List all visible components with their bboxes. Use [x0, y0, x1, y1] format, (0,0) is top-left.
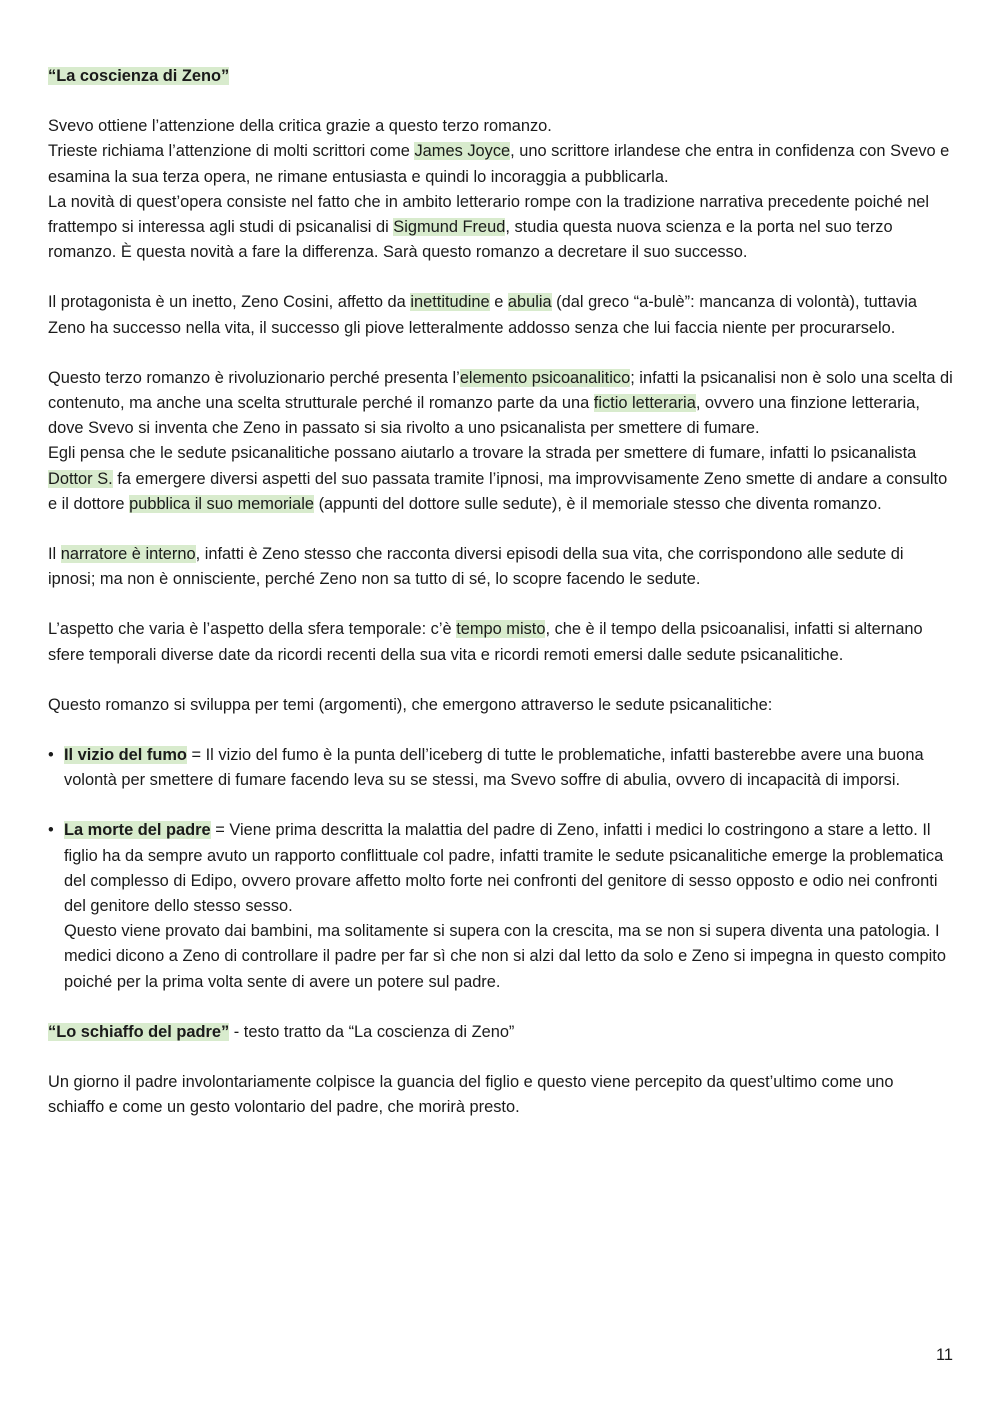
highlight-dottor-s: Dottor S.	[48, 469, 113, 488]
document-page	[48, 64, 953, 1121]
highlight-tempo-misto: tempo misto	[456, 620, 546, 639]
paragraph-rivoluzionario: Questo terzo romanzo è rivoluzionario perché presenta l’elemento psicoanalitico; infatti la psicanalisi non è solo una scelta di contenuto, ma anche una scelta strutturale perché il romanzo parte da una fictio letteraria, ovvero una finzione letteraria, dove Svevo si inventa che Zeno in passato si sia rivolto a uno psicanalista per smettere di fumare. Egli pensa che le sedute psicanalitiche possano aiutarlo a trovare la strada per smettere di fumare, infatti lo psicanalista Dottor S. fa emergere diversi aspetti del suo passata tramite l’ipnosi, ma improvvisamente Zeno smette di andare a consulto e il dottore pubblica il suo memoriale (appunti del dottore sulle sedute), è il memoriale stesso che diventa romanzo.	[48, 368, 953, 513]
bullet-morte-del-padre: • La morte del padre = Viene prima descritta la malattia del padre di Zeno, infatti i medici lo costringono a stare a letto. Il figlio ha da sempre avuto un rapporto conflittuale col padre, infatti tramite le sedute psicanalitiche emerge la problematica del complesso di Edipo, ovvero provare affetto molto forte nei confronti del genitore di sesso opposto e odio nei confronti del genitore dello stesso sesso. Questo viene provato dai bambini, ma solitamente si supera con la crescita, ma se non si supera diventa una patologia. I medici dicono a Zeno di controllare il padre per far sì che non si alzi dal letto da solo e Zeno si impegna in questo compito poiché per la prima volta sente di avere un potere sul padre.	[48, 818, 953, 994]
title-highlight: “La coscienza di Zeno”	[48, 67, 230, 85]
subheading-schiaffo: “Lo schiaffo del padre” - testo tratto da “La coscienza di Zeno”	[48, 1022, 515, 1041]
highlight-morte-del-padre: La morte del padre	[64, 821, 211, 840]
paragraph-tempo: L’aspetto che varia è l’aspetto della sfera temporale: c’è tempo misto, che è il tempo della psicoanalisi, infatti si alternano sfere temporali diverse date da ricordi recenti della sua vita e ricordi remoti emersi dalle sedute psicanalitiche.	[48, 620, 923, 664]
paragraph-narratore: Il narratore è interno, infatti è Zeno stesso che racconta diversi episodi della sua vita, che corrispondono alle sedute di ipnosi; ma non è onnisciente, perché Zeno non sa tutto di sé, lo scopre facendo le sedute.	[48, 545, 904, 589]
highlight-elemento-psicoanalitico: elemento psicoanalitico	[459, 368, 631, 387]
bullet-vizio-del-fumo: • Il vizio del fumo = Il vizio del fumo è la punta dell’iceberg di tutte le problematiche, infatti basterebbe avere una buona volontà per smettere di fumare facendo leva su se stessi, ma Svevo soffre di abulia, ovvero di incapacità di imporsi.	[48, 743, 953, 793]
page-number: 11	[935, 1346, 953, 1364]
highlight-vizio-del-fumo: Il vizio del fumo	[64, 746, 187, 765]
paragraph-intro: Svevo ottiene l’attenzione della critica grazie a questo terzo romanzo. Trieste richiama l’attenzione di molti scrittori come James Joyce, uno scrittore irlandese che entra in confidenza con Svevo e esamina la sua terza opera, ne rimane entusiasta e quindi lo incoraggia a pubblicarla. La novità di quest’opera consiste nel fatto che in ambito letterario rompe con la tradizione narrativa precedente poiché nel frattempo si interessa agli studi di psicanalisi di Sigmund Freud, studia questa nuova scienza e la porta nel suo terzo romanzo. È questa novità a fare la differenza. Sarà questo romanzo a decretare il suo successo.	[48, 117, 950, 262]
paragraph-temi: Questo romanzo si sviluppa per temi (argomenti), che emergono attraverso le sedute psicanalitiche:	[48, 695, 773, 714]
paragraph-protagonista: Il protagonista è un inetto, Zeno Cosini, affetto da inettitudine e abulia (dal greco “a-bulè”: mancanza di volontà), tuttavia Zeno ha successo nella vita, il successo gli piove letteralmente addosso senza che lui faccia niente per procurarselo.	[48, 293, 917, 337]
highlight-james-joyce: James Joyce	[414, 142, 511, 161]
document-title	[48, 64, 953, 89]
highlight-fictio-letteraria: fictio letteraria	[593, 394, 696, 413]
highlight-abulia: abulia	[507, 293, 552, 312]
highlight-schiaffo-del-padre: “Lo schiaffo del padre”	[48, 1022, 230, 1041]
highlight-sigmund-freud: Sigmund Freud	[393, 218, 506, 237]
bullet-icon: •	[48, 746, 54, 765]
highlight-inettitudine: inettitudine	[410, 293, 490, 312]
paragraph-schiaffo: Un giorno il padre involontariamente colpisce la guancia del figlio e questo viene percepito da quest’ultimo come uno schiaffo e come un gesto volontario del padre, che morirà presto.	[48, 1073, 894, 1117]
highlight-narratore-interno: narratore è interno	[60, 545, 196, 564]
highlight-memoriale: pubblica il suo memoriale	[129, 494, 315, 513]
bullet-icon: •	[48, 821, 54, 840]
